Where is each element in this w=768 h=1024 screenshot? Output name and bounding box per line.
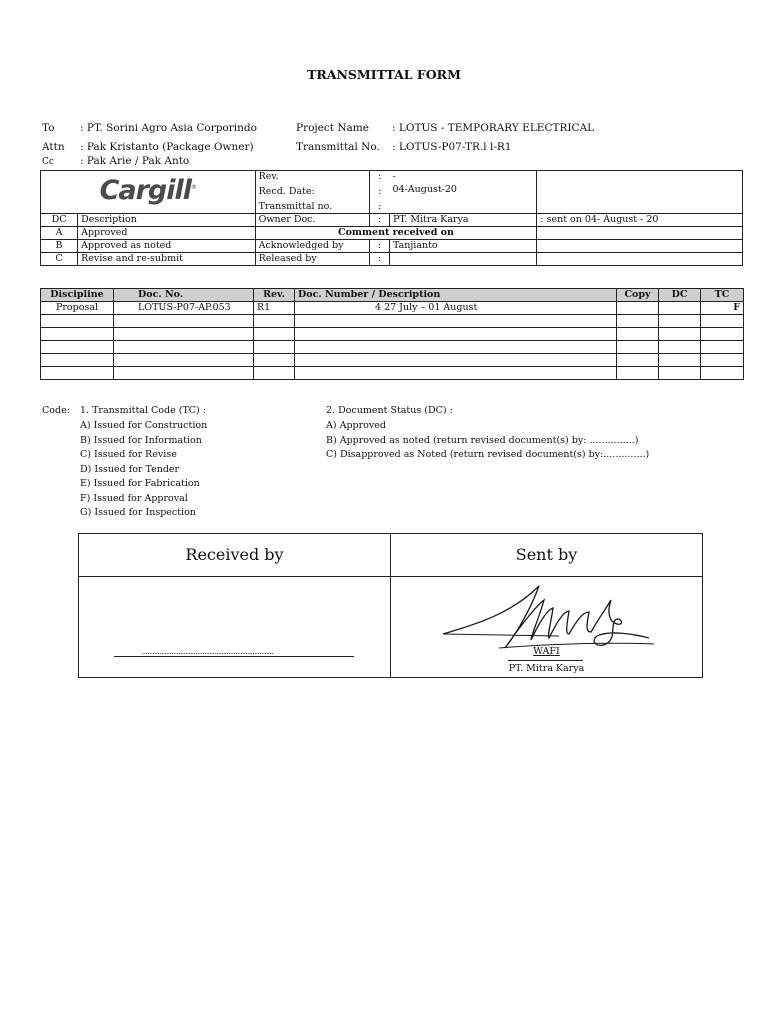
- rev-label: Rev.: [255, 171, 369, 184]
- owner-colon: :: [369, 214, 389, 227]
- cell-discipline: Proposal: [41, 302, 114, 315]
- received-by-label: Received by: [79, 534, 390, 577]
- ack-label: Acknowledged by: [255, 240, 369, 253]
- cell-rev: R1: [254, 302, 295, 315]
- ack-colon: :: [369, 240, 389, 253]
- rev-colon: :: [369, 171, 389, 184]
- col-description: Doc. Number / Description: [295, 289, 617, 302]
- list-item: A) Issued for Construction: [80, 420, 208, 431]
- cell-description: 4 27 July – 01 August: [295, 302, 617, 315]
- transmittal-value: : LOTUS-P07-TR.l l-R1: [392, 141, 512, 153]
- code-a: A: [41, 227, 78, 240]
- list-item: C) Issued for Revise: [80, 449, 177, 460]
- code-label: Code:: [42, 405, 70, 416]
- cell-doc-no: LOTUS-P07-AP.053: [114, 302, 254, 315]
- cc-value: : Pak Arie / Pak Anto: [80, 155, 190, 167]
- table-row: [41, 315, 744, 328]
- dc-list: [326, 419, 649, 463]
- received-signature-line: ............................................................................: [114, 648, 354, 657]
- list-item: A) Approved: [326, 420, 386, 431]
- form-title: TRANSMITTAL FORM: [307, 67, 461, 82]
- sent-on: : sent on 04- August - 20: [537, 214, 743, 227]
- list-item: C) Disapproved as Noted (return revised document(s) by:..............): [326, 449, 650, 460]
- ack-extra: [537, 240, 743, 253]
- sent-by-label: Sent by: [391, 534, 702, 577]
- attn-value: : Pak Kristanto (Package Owner): [80, 141, 254, 153]
- list-item: B) Approved as noted (return revised document(s) by: ...............): [326, 434, 639, 446]
- tc-title: 1. Transmittal Code (TC) :: [80, 405, 206, 416]
- col-dc: DC: [659, 289, 701, 302]
- signer-company: PT. Mitra Karya: [508, 663, 585, 674]
- list-item: B) Issued for Information: [80, 434, 202, 446]
- empty-cell: [537, 171, 743, 214]
- ack-value: Tanjianto: [389, 240, 536, 253]
- owner-label: Owner Doc.: [255, 214, 369, 227]
- released-colon: :: [369, 253, 389, 266]
- document-table: [40, 288, 744, 380]
- recd-value: 04-August-20: [389, 183, 536, 214]
- recd-colon: :: [378, 186, 382, 197]
- signature-box: [78, 533, 703, 678]
- table-row: [41, 341, 744, 354]
- rev-value: -: [389, 171, 536, 184]
- project-label: Project Name: [296, 122, 369, 134]
- released-label: Released by: [255, 253, 369, 266]
- col-discipline: Discipline: [41, 289, 114, 302]
- cell-copy: [617, 302, 659, 315]
- cell-dc: [659, 302, 701, 315]
- code-a-desc: Approved: [78, 227, 256, 240]
- cell-tc: F: [701, 302, 744, 315]
- to-value: : PT. Sorini Agro Asia Corporindo: [80, 122, 257, 134]
- list-item: E) Issued for Fabrication: [80, 478, 200, 489]
- project-value: : LOTUS - TEMPORARY ELECTRICAL: [392, 122, 595, 134]
- comment-header: Comment received on: [255, 227, 537, 240]
- col-rev: Rev.: [254, 289, 295, 302]
- table-row: [41, 354, 744, 367]
- sent-column: [391, 534, 702, 677]
- owner-value: PT. Mitra Karya: [389, 214, 536, 227]
- cc-label: Cc: [42, 157, 54, 167]
- logo-cell: [41, 171, 256, 214]
- code-b-desc: Approved as noted: [78, 240, 256, 253]
- code-b: B: [41, 240, 78, 253]
- list-item: F) Issued for Approval: [80, 492, 188, 504]
- table-header-row: [41, 289, 744, 302]
- tc-list: [80, 419, 207, 521]
- table-row: [41, 328, 744, 341]
- dc-title: 2. Document Status (DC) :: [326, 405, 453, 416]
- received-column: [79, 534, 390, 677]
- recd-label: Recd. Date:: [255, 183, 369, 201]
- description-header: Description: [78, 214, 256, 227]
- transno-label: Transmittal no.: [255, 201, 369, 214]
- attn-label: Attn: [42, 141, 65, 153]
- table-row: [41, 302, 744, 315]
- released-value: [389, 253, 536, 266]
- code-c-desc: Revise and re-submit: [78, 253, 256, 266]
- col-tc: TC: [701, 289, 744, 302]
- table-row: [41, 367, 744, 380]
- comment-cell: [537, 227, 743, 240]
- code-c: C: [41, 253, 78, 266]
- transmittal-label: Transmittal No.: [296, 141, 380, 153]
- info-table: [40, 170, 743, 266]
- cargill-logo: Cargill®: [99, 174, 197, 206]
- to-label: To: [42, 122, 55, 134]
- signer-name: WAFI: [533, 646, 560, 657]
- col-doc-no: Doc. No.: [114, 289, 254, 302]
- col-copy: Copy: [617, 289, 659, 302]
- list-item: D) Issued for Tender: [80, 463, 180, 475]
- list-item: G) Issued for Inspection: [80, 507, 196, 518]
- transno-colon: :: [369, 201, 389, 214]
- released-extra: [537, 253, 743, 266]
- dc-header: DC: [41, 214, 78, 227]
